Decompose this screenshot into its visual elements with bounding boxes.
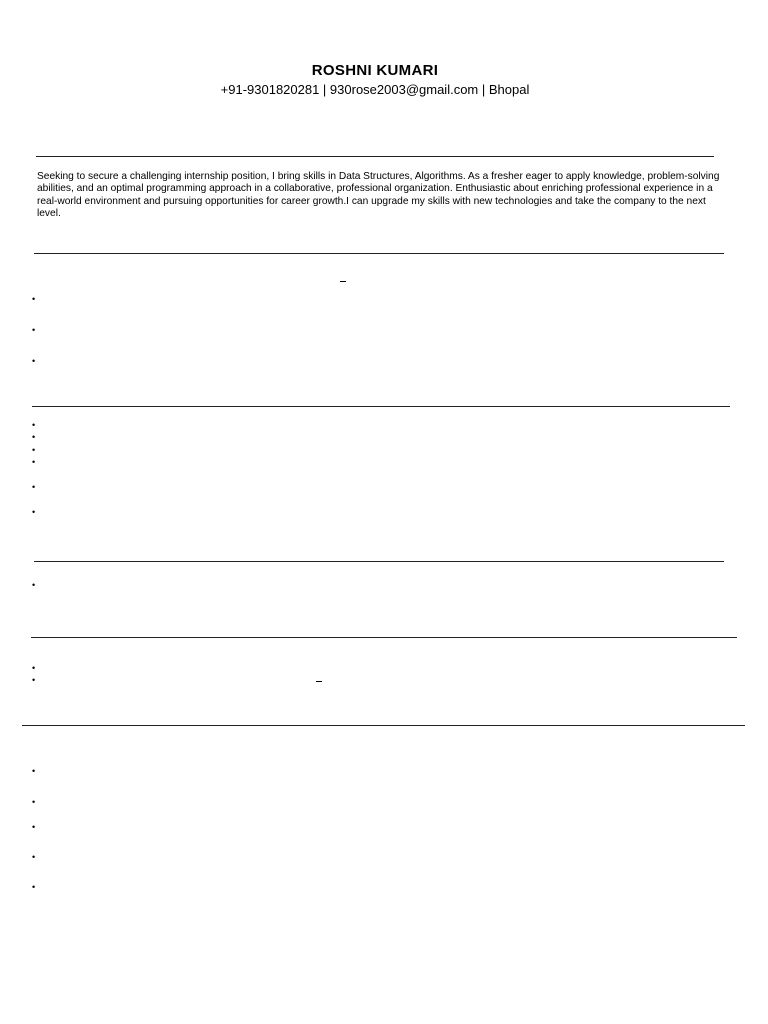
list-bullet: • bbox=[32, 675, 36, 685]
placeholder-dash bbox=[340, 281, 346, 282]
list-bullet: • bbox=[32, 663, 36, 673]
list-bullet: • bbox=[32, 507, 36, 517]
list-bullet: • bbox=[32, 356, 36, 366]
list-bullet: • bbox=[32, 445, 36, 455]
list-bullet: • bbox=[32, 432, 36, 442]
section-divider bbox=[34, 253, 724, 254]
list-bullet: • bbox=[32, 457, 36, 467]
summary-text: Seeking to secure a challenging internship position, I bring skills in Data Structures, Algorithms. As a fresher eager to apply knowledge, problem-solving abilities, and an optimal programming approach in a collaborative, professional organization. Enthusiastic about enriching professional experience in a real-world environment and pursuing opportunities for career growth.I can upgrade my skills with new technologies and take the company to the next level. bbox=[37, 171, 720, 220]
candidate-name: ROSHNI KUMARI bbox=[311, 62, 439, 79]
contact-line: +91-9301820281 | 930rose2003@gmail.com | Bhopal bbox=[220, 82, 530, 97]
list-bullet: • bbox=[32, 822, 36, 832]
section-divider bbox=[31, 637, 737, 638]
section-divider bbox=[36, 156, 714, 157]
section-divider bbox=[34, 561, 724, 562]
list-bullet: • bbox=[32, 482, 36, 492]
list-bullet: • bbox=[32, 294, 36, 304]
section-divider bbox=[32, 406, 730, 407]
list-bullet: • bbox=[32, 766, 36, 776]
list-bullet: • bbox=[32, 882, 36, 892]
list-bullet: • bbox=[32, 420, 36, 430]
section-divider bbox=[22, 725, 745, 726]
list-bullet: • bbox=[32, 580, 36, 590]
list-bullet: • bbox=[32, 797, 36, 807]
placeholder-dash bbox=[316, 681, 322, 682]
list-bullet: • bbox=[32, 325, 36, 335]
list-bullet: • bbox=[32, 852, 36, 862]
